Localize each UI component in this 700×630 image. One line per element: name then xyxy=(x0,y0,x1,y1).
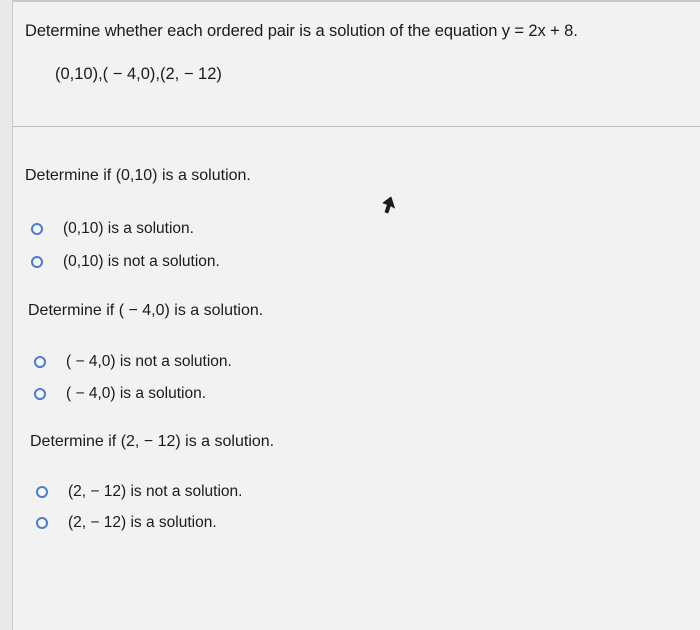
problem-statement: Determine whether each ordered pair is a solution of the equation y = 2x + 8. xyxy=(25,22,578,40)
divider xyxy=(13,126,700,127)
ordered-pairs: (0,10),( − 4,0),(2, − 12) xyxy=(55,65,222,83)
question-panel xyxy=(12,0,700,630)
option-label: (2, − 12) is not a solution. xyxy=(68,483,243,500)
radio-button[interactable] xyxy=(36,517,48,529)
option-label: (0,10) is not a solution. xyxy=(63,253,220,270)
question-1-option-2[interactable] xyxy=(31,253,220,271)
question-1-option-1[interactable] xyxy=(31,220,194,238)
question-3-option-2[interactable] xyxy=(36,514,217,532)
question-3-prompt: Determine if (2, − 12) is a solution. xyxy=(30,433,275,450)
radio-button[interactable] xyxy=(36,486,48,498)
option-label: (0,10) is a solution. xyxy=(63,220,194,237)
question-2-option-1[interactable] xyxy=(34,353,232,371)
option-label: ( − 4,0) is not a solution. xyxy=(66,353,232,370)
option-label: (2, − 12) is a solution. xyxy=(68,514,217,531)
radio-button[interactable] xyxy=(34,388,46,400)
question-2-option-2[interactable] xyxy=(34,385,206,403)
radio-button[interactable] xyxy=(31,256,43,268)
question-1-prompt: Determine if (0,10) is a solution. xyxy=(25,167,251,184)
mouse-pointer-icon xyxy=(379,195,397,217)
radio-button[interactable] xyxy=(34,356,46,368)
option-label: ( − 4,0) is a solution. xyxy=(66,385,206,402)
question-3-option-1[interactable] xyxy=(36,483,242,501)
radio-button[interactable] xyxy=(31,223,43,235)
question-2-prompt: Determine if ( − 4,0) is a solution. xyxy=(28,302,264,319)
